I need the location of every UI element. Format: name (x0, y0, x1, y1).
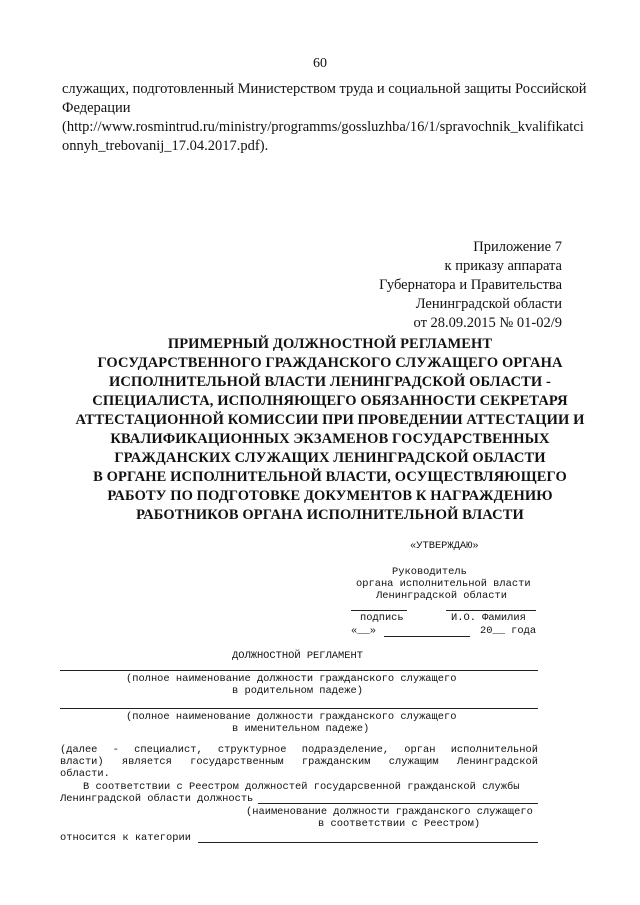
approver-region: Ленинградской области (376, 590, 507, 602)
position-nominative-caption: в именительном падеже) (232, 723, 370, 735)
position-genitive-caption: (полное наименование должности гражданского служащего (126, 673, 457, 685)
position-genitive-caption: в родительном падеже) (232, 685, 363, 697)
intro-link-line: (http://www.rosmintrud.ru/ministry/programms/gossluzhba/16/1/spravochnik_kvalifikatci (62, 119, 584, 135)
position-nominative-line (60, 708, 538, 709)
date-year: 20__ года (480, 625, 537, 637)
approve-stamp: «УТВЕРЖДАЮ» (410, 540, 479, 552)
appendix-block (300, 238, 562, 333)
form-heading: ДОЛЖНОСТНОЙ РЕГЛАМЕНТ (232, 650, 363, 662)
title-line: РАБОТУ ПО ПОДГОТОВКЕ ДОКУМЕНТОВ К НАГРАЖДЕНИЮ (107, 488, 553, 504)
position-genitive-line (60, 670, 538, 671)
appendix-number: Приложение 7 (473, 239, 562, 255)
signature-caption: подпись (360, 612, 404, 624)
category-label: относится к категории (60, 832, 191, 844)
intro-line: служащих, подготовленный Министерством труда и социальной защиты Российской (62, 81, 587, 97)
registry-position-line (258, 803, 538, 804)
name-line (446, 610, 536, 611)
intro-paragraph (62, 80, 610, 156)
name-caption: И.О. Фамилия (451, 612, 526, 624)
approver-title: Руководитель (392, 566, 467, 578)
intro-line: Федерации (62, 100, 131, 116)
date-day: «__» (351, 625, 376, 637)
document-title (40, 335, 620, 525)
title-line: АТТЕСТАЦИОННОЙ КОМИССИИ ПРИ ПРОВЕДЕНИИ АТТЕСТАЦИИ И (75, 412, 585, 428)
title-line: ИСПОЛНИТЕЛЬНОЙ ВЛАСТИ ЛЕНИНГРАДСКОЙ ОБЛАСТИ - (109, 374, 551, 390)
registry-caption: (наименование должности гражданского служащего (246, 806, 533, 818)
appendix-line: Губернатора и Правительства (379, 277, 562, 293)
appendix-line: Ленинградской области (415, 296, 562, 312)
intro-link-line: onnyh_trebovanij_17.04.2017.pdf). (62, 138, 269, 154)
page-number: 60 (313, 56, 327, 71)
position-nominative-caption: (полное наименование должности гражданского служащего (126, 711, 457, 723)
category-line (198, 842, 538, 843)
title-line: ПРИМЕРНЫЙ ДОЛЖНОСТНОЙ РЕГЛАМЕНТ (167, 336, 493, 352)
title-line: ГОСУДАРСТВЕННОГО ГРАЖДАНСКОГО СЛУЖАЩЕГО ОРГАНА (97, 355, 563, 371)
title-line: В ОРГАНЕ ИСПОЛНИТЕЛЬНОЙ ВЛАСТИ, ОСУЩЕСТВЛЯЮЩЕГО (93, 469, 567, 485)
paragraph-line: (далее - специалист, структурное подразделение, орган исполнительной (60, 744, 538, 756)
paragraph-line: области. (60, 768, 110, 780)
signature-line (351, 610, 407, 611)
title-line: КВАЛИФИКАЦИОННЫХ ЭКЗАМЕНОВ ГОСУДАРСТВЕННЫХ (110, 431, 550, 447)
paragraph-line: В соответствии с Реестром должностей государсвенной гражданской службы (83, 781, 520, 793)
approver-org: органа исполнительной власти (356, 578, 531, 590)
appendix-line: к приказу аппарата (444, 258, 562, 274)
appendix-date: от 28.09.2015 № 01-02/9 (413, 315, 562, 331)
paragraph-line: власти) является государственным гражданским служащим Ленинградской (60, 756, 538, 768)
title-line: СПЕЦИАЛИСТА, ИСПОЛНЯЮЩЕГО ОБЯЗАННОСТИ СЕКРЕТАРЯ (92, 393, 568, 409)
title-line: РАБОТНИКОВ ОРГАНА ИСПОЛНИТЕЛЬНОЙ ВЛАСТИ (136, 507, 524, 523)
registry-caption: в соответствии с Реестром) (318, 818, 481, 830)
paragraph-line: Ленинградской области должность (60, 793, 254, 805)
title-line: ГРАЖДАНСКИХ СЛУЖАЩИХ ЛЕНИНГРАДСКОЙ ОБЛАСТИ (114, 450, 546, 466)
date-month-line (384, 636, 470, 637)
